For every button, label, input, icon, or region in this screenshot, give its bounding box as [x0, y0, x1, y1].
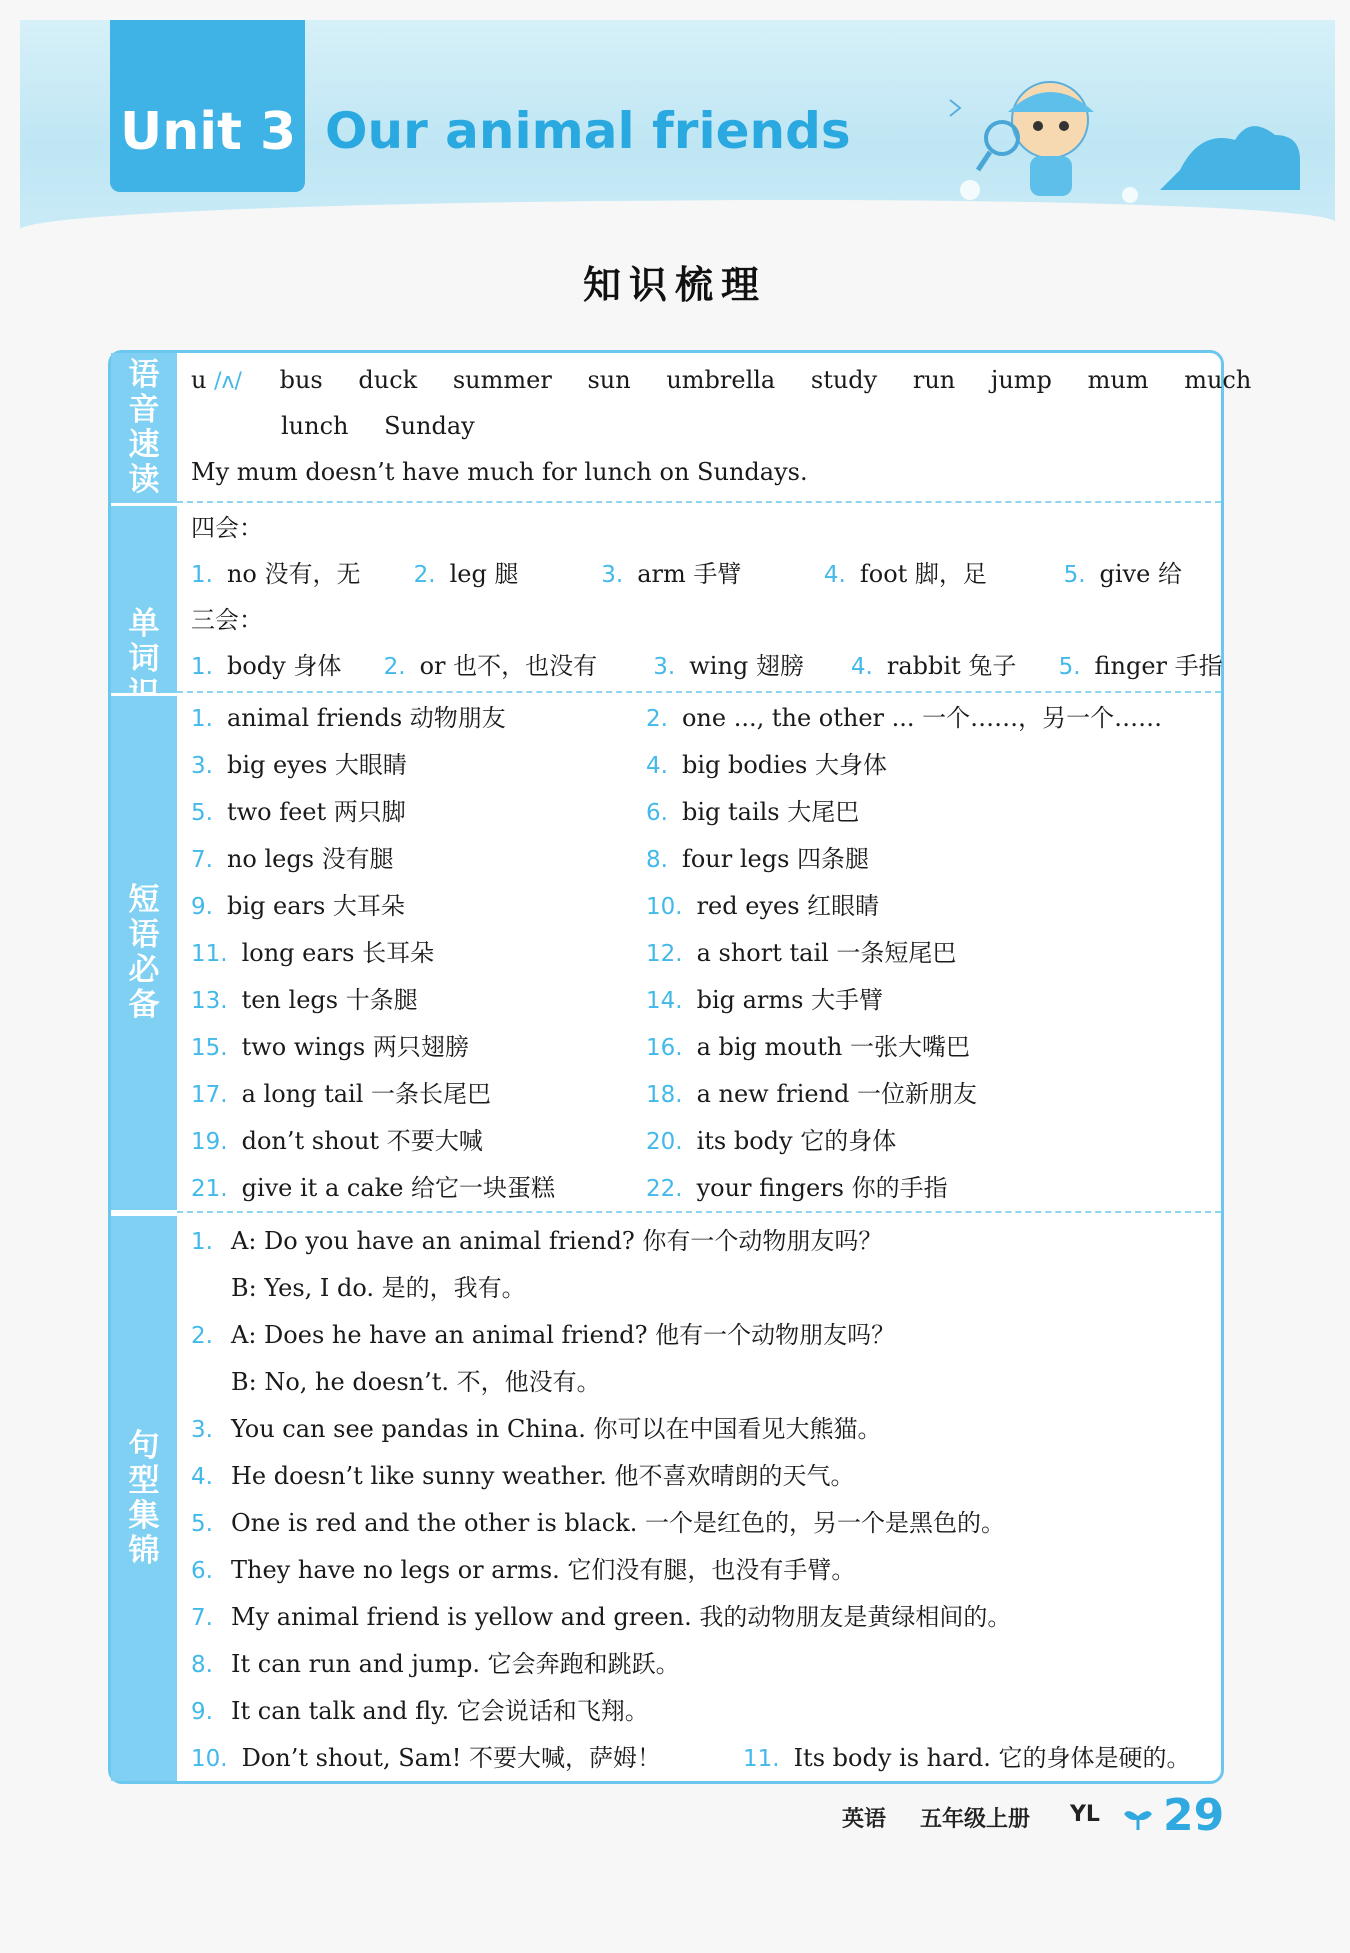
- phonics-word: study: [810, 366, 878, 394]
- section-divider: [177, 501, 1221, 503]
- phrase-item: 17. a long tail 一条长尾巴: [191, 1080, 492, 1108]
- side-char: 语: [128, 917, 160, 953]
- section-divider: [177, 691, 1221, 693]
- phonics-word: jump: [990, 366, 1052, 394]
- footer-subject: 英语: [842, 1807, 887, 1832]
- phonics-word: Sunday: [384, 412, 475, 440]
- vocab-item: 4. rabbit 兔子: [850, 652, 1017, 680]
- phrase-item: 2. one ..., the other ... 一个……，另一个……: [646, 704, 1163, 732]
- phonics-word: run: [912, 366, 956, 394]
- side-char: 语: [128, 357, 160, 393]
- section-divider: [177, 1211, 1221, 1213]
- phrase-item: 7. no legs 没有腿: [191, 845, 394, 873]
- phrase-item: 19. don’t shout 不要大喊: [191, 1127, 483, 1155]
- phrase-item: 3. big eyes 大眼睛: [191, 751, 407, 779]
- phonics-word: umbrella: [666, 366, 776, 394]
- footer-edition: YL: [1070, 1802, 1100, 1827]
- vocab-item: 5. give 给: [1063, 560, 1182, 588]
- sentence-item: 4. He doesn’t like sunny weather. 他不喜欢晴朗的天气。: [191, 1462, 855, 1490]
- sentence-item: 8. It can run and jump. 它会奔跑和跳跃。: [191, 1650, 680, 1678]
- side-char: 必: [128, 952, 160, 988]
- vocab-three-label: 三会：: [191, 606, 263, 634]
- phonics-word: lunch: [281, 412, 349, 440]
- vocab-four-label: 四会：: [191, 514, 263, 542]
- phrase-item: 15. two wings 两只翅膀: [191, 1033, 469, 1061]
- sentence-item: 6. They have no legs or arms. 它们没有腿，也没有手臂。: [191, 1556, 856, 1584]
- phonics-word: sun: [587, 366, 631, 394]
- phrase-item: 1. animal friends 动物朋友: [191, 704, 506, 732]
- phonics-word: bus: [279, 366, 323, 394]
- phrase-item: 6. big tails 大尾巴: [646, 798, 860, 826]
- section-title: 知识梳理: [582, 263, 767, 307]
- side-label-phonics: [111, 353, 177, 503]
- side-char: 单: [128, 606, 160, 642]
- bear-mascot-icon: [930, 60, 1310, 210]
- phonics-word: mum: [1087, 366, 1149, 394]
- side-char: 集: [128, 1497, 160, 1534]
- phonics-symbol: /ʌ/: [214, 369, 242, 394]
- sentence-item: 7. My animal friend is yellow and green. 我的动物朋友是黄绿相间的。: [191, 1603, 1012, 1631]
- phonics-letter: u: [191, 366, 207, 394]
- vocab-item: 4. foot 脚，足: [823, 560, 987, 588]
- phrase-item: 13. ten legs 十条腿: [191, 986, 418, 1014]
- phonics-row-1: [191, 365, 1279, 397]
- phonics-word: much: [1184, 366, 1252, 394]
- vocab-item: 5. finger 手指: [1058, 652, 1223, 680]
- phonics-sentence: My mum doesn’t have much for lunch on Sundays.: [191, 458, 808, 486]
- phrase-item: 18. a new friend 一位新朋友: [646, 1080, 978, 1108]
- vocab-item: 1. no 没有，无: [191, 560, 361, 588]
- sentence-item: B: Yes, I do. 是的，我有。: [231, 1274, 526, 1302]
- vocab-four-row: [191, 559, 1182, 590]
- phrase-item: 20. its body 它的身体: [646, 1127, 897, 1155]
- unit-title: Our animal friends: [325, 102, 851, 160]
- side-label-sentences: [111, 1216, 177, 1781]
- side-char: 备: [128, 987, 160, 1023]
- phrase-item: 16. a big mouth 一张大嘴巴: [646, 1033, 970, 1061]
- vocab-item: 3. wing 翅膀: [653, 652, 804, 680]
- phrase-item: 12. a short tail 一条短尾巴: [646, 939, 957, 967]
- vocab-item: 2. or 也不，也没有: [383, 652, 598, 680]
- vocab-item: 3. arm 手臂: [601, 560, 742, 588]
- unit-label: Unit 3: [120, 102, 297, 162]
- phrase-item: 22. your fingers 你的手指: [646, 1174, 948, 1202]
- sentence-item: 3. You can see pandas in China. 你可以在中国看见大熊猫。: [191, 1415, 882, 1443]
- side-char: 型: [128, 1462, 160, 1499]
- phonics-word: duck: [358, 366, 418, 394]
- phrase-item: 5. two feet 两只脚: [191, 798, 406, 826]
- phrase-item: 21. give it a cake 给它一块蛋糕: [191, 1174, 556, 1202]
- phrase-item: 8. four legs 四条腿: [646, 845, 870, 873]
- side-char: 短: [128, 882, 160, 918]
- sentence-item: B: No, he doesn’t. 不，他没有。: [231, 1368, 601, 1396]
- vocab-three-row: [191, 651, 1223, 682]
- sentence-item: 2. A: Does he have an animal friend? 他有一个动物朋友吗？: [191, 1321, 896, 1349]
- leaf-icon: [1125, 1808, 1151, 1832]
- footer-grade: 五年级上册: [920, 1807, 1031, 1832]
- phrase-item: 11. long ears 长耳朵: [191, 939, 435, 967]
- phrase-item: 4. big bodies 大身体: [646, 751, 887, 779]
- side-char: 句: [128, 1427, 160, 1464]
- sentence-item: 11. Its body is hard. 它的身体是硬的。: [743, 1744, 1191, 1772]
- sentence-item: 9. It can talk and fly. 它会说话和飞翔。: [191, 1697, 649, 1725]
- side-char: 速: [128, 427, 160, 463]
- side-char: 锦: [128, 1532, 160, 1569]
- page-number: 29: [1163, 1790, 1225, 1841]
- vocab-item: 2. leg 腿: [413, 560, 519, 588]
- vocab-item: 1. body 身体: [191, 652, 342, 680]
- knowledge-table: [108, 350, 1252, 1784]
- sentence-item: 1. A: Do you have an animal friend? 你有一个动物朋友吗？: [191, 1227, 883, 1255]
- sentence-item: 5. One is red and the other is black. 一个是红色的，另一个是黑色的。: [191, 1509, 1006, 1537]
- sentence-item: 10. Don’t shout, Sam! 不要大喊，萨姆！: [191, 1744, 661, 1772]
- side-char: 读: [128, 462, 160, 498]
- phonics-word: summer: [452, 366, 552, 394]
- phonics-row-2: [281, 411, 503, 441]
- side-char: 音: [128, 392, 160, 428]
- side-char: 词: [128, 641, 160, 677]
- phrase-item: 9. big ears 大耳朵: [191, 892, 405, 920]
- phrase-item: 10. red eyes 红眼睛: [646, 892, 880, 920]
- side-label-phrases: [111, 696, 177, 1210]
- phrase-item: 14. big arms 大手臂: [646, 986, 884, 1014]
